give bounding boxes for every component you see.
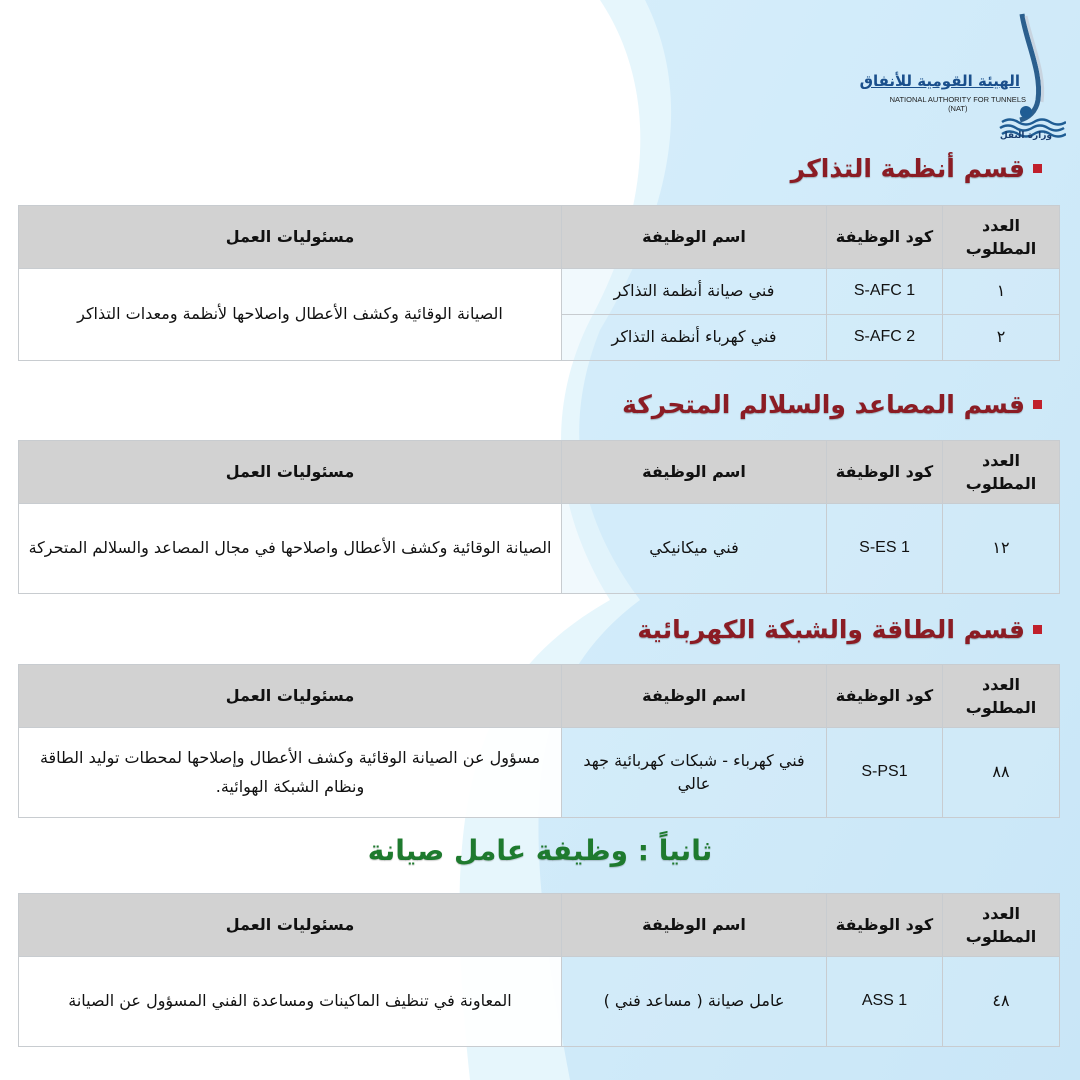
col-header-name: اسم الوظيفة <box>562 665 827 728</box>
bullet-icon <box>1033 625 1042 634</box>
col-header-name: اسم الوظيفة <box>562 894 827 957</box>
bullet-icon <box>1033 164 1042 173</box>
section-title-power: قسم الطاقة والشبكة الكهربائية <box>637 615 1042 644</box>
col-header-name: اسم الوظيفة <box>562 206 827 269</box>
col-header-code: كود الوظيفة <box>827 894 943 957</box>
jobs-table-escalators <box>18 440 1060 594</box>
col-header-count: العدد المطلوب <box>943 441 1060 504</box>
table-header-row <box>19 206 1060 269</box>
col-header-responsibilities: مسئوليات العمل <box>19 665 562 728</box>
logo-english-name: NATIONAL AUTHORITY FOR TUNNELS (NAT) <box>889 95 1026 113</box>
cell-responsibilities: الصيانة الوقائية وكشف الأعطال واصلاحها في مجال المصاعد والسلالم المتحركة <box>19 504 562 594</box>
cell-code: S-PS1 <box>827 728 943 818</box>
cell-count: ٨٨ <box>943 728 1060 818</box>
bullet-icon <box>1033 400 1042 409</box>
col-header-code: كود الوظيفة <box>827 441 943 504</box>
section-title-escalators: قسم المصاعد والسلالم المتحركة <box>622 390 1042 419</box>
cell-code: S-ES 1 <box>827 504 943 594</box>
cell-responsibilities: مسؤول عن الصيانة الوقائية وكشف الأعطال وإصلاحها لمحطات توليد الطاقة ونظام الشبكة الهوائية. <box>19 728 562 818</box>
table-row <box>19 269 1060 315</box>
col-header-code: كود الوظيفة <box>827 665 943 728</box>
second-part-title: ثانياً : وظيفة عامل صيانة <box>367 834 713 867</box>
logo-arabic-name: الهيئة القومية للأنفاق <box>859 72 1020 90</box>
cell-responsibilities: المعاونة في تنظيف الماكينات ومساعدة الفني المسؤول عن الصيانة <box>19 957 562 1047</box>
col-header-count: العدد المطلوب <box>943 665 1060 728</box>
col-header-code: كود الوظيفة <box>827 206 943 269</box>
col-header-count: العدد المطلوب <box>943 206 1060 269</box>
cell-responsibilities: الصيانة الوقائية وكشف الأعطال واصلاحها لأنظمة ومعدات التذاكر <box>19 269 562 361</box>
col-header-responsibilities: مسئوليات العمل <box>19 894 562 957</box>
cell-count: ١ <box>943 269 1060 315</box>
cell-name: عامل صيانة ( مساعد فني ) <box>562 957 827 1047</box>
table-header-row <box>19 441 1060 504</box>
nat-logo <box>846 12 1066 142</box>
col-header-responsibilities: مسئوليات العمل <box>19 441 562 504</box>
cell-name: فني كهرباء - شبكات كهربائية جهد عالي <box>562 728 827 818</box>
cell-name: فني ميكانيكي <box>562 504 827 594</box>
col-header-responsibilities: مسئوليات العمل <box>19 206 562 269</box>
cell-name: فني صيانة أنظمة التذاكر <box>562 269 827 315</box>
table-header-row <box>19 665 1060 728</box>
cell-count: ١٢ <box>943 504 1060 594</box>
cell-count: ٢ <box>943 315 1060 361</box>
jobs-table-maintenance-worker <box>18 893 1060 1047</box>
cell-code: S-AFC 2 <box>827 315 943 361</box>
cell-count: ٤٨ <box>943 957 1060 1047</box>
table-row <box>19 728 1060 818</box>
table-header-row <box>19 894 1060 957</box>
table-row <box>19 957 1060 1047</box>
jobs-table-ticketing <box>18 205 1060 361</box>
section-title-ticketing: قسم أنظمة التذاكر <box>791 154 1042 183</box>
cell-code: S-AFC 1 <box>827 269 943 315</box>
col-header-name: اسم الوظيفة <box>562 441 827 504</box>
jobs-table-power <box>18 664 1060 818</box>
ministry-label: وزارة النقل <box>999 131 1052 141</box>
table-row <box>19 504 1060 594</box>
col-header-count: العدد المطلوب <box>943 894 1060 957</box>
cell-code: ASS 1 <box>827 957 943 1047</box>
cell-name: فني كهرباء أنظمة التذاكر <box>562 315 827 361</box>
